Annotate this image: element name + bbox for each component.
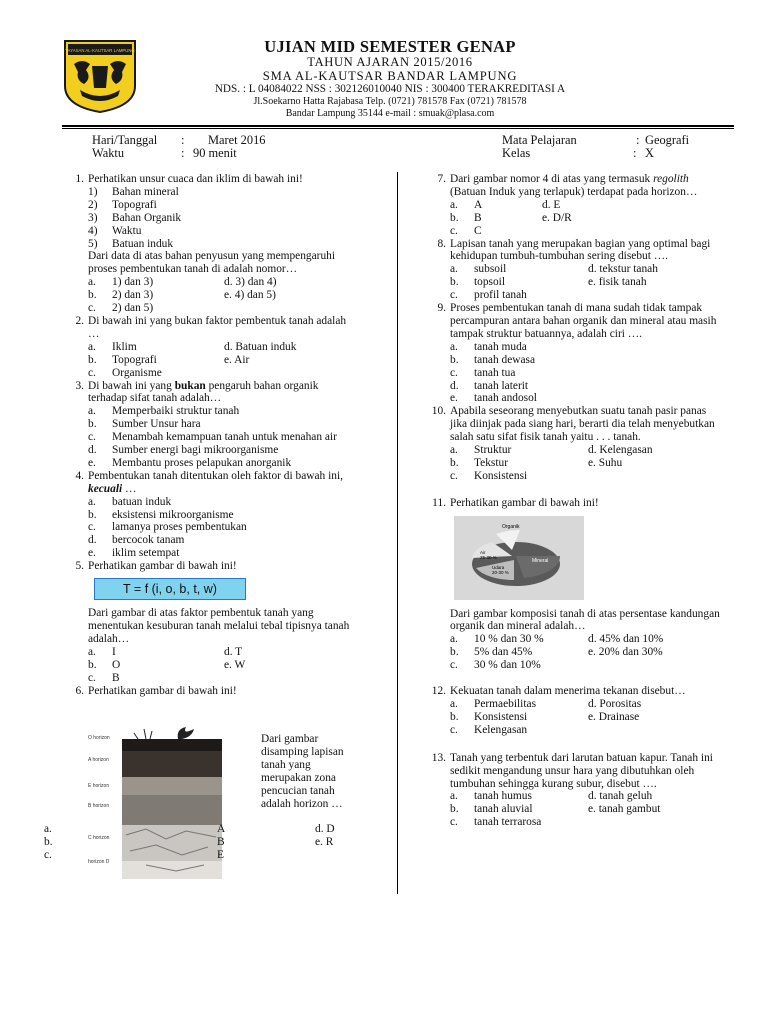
answer-option[interactable]: e. Membantu proses pelapukan anorganik xyxy=(88,456,292,469)
pie-label: Udara xyxy=(492,564,505,570)
answer-option[interactable]: a. 1) dan 3) d. 3) dan 4) xyxy=(88,276,277,289)
answer-option[interactable]: a. Permaebilitas d. Porositas xyxy=(450,698,642,710)
question-9: 9. Proses pembentukan tanah di mana sudah tidak tampak percampuran antara bahan organik dan mineral atau masih tampak struktur batuannya, adalah ciri …. a. tanah muda b. tanah dewasa c. tanah tua d. tanah laterit e. tanah andosol xyxy=(424,302,722,405)
answer-option[interactable]: a. batuan induk xyxy=(88,495,172,508)
left-column xyxy=(62,173,350,697)
answer-option[interactable]: a. Memperbaiki struktur tanah xyxy=(88,405,240,418)
answer-option[interactable]: b. B e. D/R xyxy=(450,211,572,224)
question-3: 3. Di bawah ini yang bukan pengaruh bahan organik terhadap sifat tanah adalah… a. Memperbaiki struktur tanah b. Sumber Unsur hara c. Menambah kemampuan tanah untuk menahan air d. Sumber energi bagi mikroorganisme e. Membantu proses pelapukan anorganik xyxy=(62,380,350,470)
answer-option[interactable]: E xyxy=(217,848,224,861)
question-13: 13. Tanah yang terbentuk dari larutan batuan kapur. Tanah ini sedikit mengandung unsur hara yang dibutuhkan oleh tumbuhan sehingga kurang subur, disebut …. a. tanah humus d. tanah geluh b. tanah aluvial e. tanah gambut c. tanah terrarosa xyxy=(424,752,722,829)
answer-option[interactable]: b. 2) dan 3) e. 4) dan 5) xyxy=(88,289,276,302)
horizon-label: horizon D xyxy=(88,859,110,865)
question-4: 4. Pembentukan tanah ditentukan oleh faktor di bawah ini, kecuali … a. batuan induk b. eksistensi mikroorganisme c. lamanya proses pembentukan d. bercocok tanam e. iklim setempat xyxy=(62,470,350,560)
answer-option[interactable]: a. tanah muda xyxy=(450,340,527,353)
answer-option[interactable]: d. Sumber energi bagi mikroorganisme xyxy=(88,444,279,457)
question-6: 6. Perhatikan gambar di bawah ini! xyxy=(62,685,350,698)
school-logo xyxy=(62,38,138,114)
question-7: 7. Dari gambar nomor 4 di atas yang termasuk regolith (Batuan Induk yang terlapuk) terdapat pada horizon… a. A d. E b. B e. D/R c. C xyxy=(424,173,722,238)
question-text: Perhatikan gambar di bawah ini! xyxy=(88,560,237,573)
soil-composition-pie xyxy=(454,516,584,600)
q6-left-letters: a. b. c. xyxy=(44,823,53,861)
answer-option[interactable]: c. tanah tua xyxy=(450,366,516,379)
answer-option[interactable]: b. Sumber Unsur hara xyxy=(88,418,201,431)
question-text: Pembentukan tanah ditentukan oleh faktor di bawah ini, kecuali … xyxy=(88,469,343,495)
answer-option[interactable]: c. lamanya proses pembentukan xyxy=(88,521,247,534)
question-text: Lapisan tanah yang merupakan bagian yang optimal bagi kehidupan tumbuh-tumbuhan sering disebut …. xyxy=(450,237,711,263)
pie-label: Organik xyxy=(502,523,520,530)
answer-option[interactable]: a. Iklim d. Batuan induk xyxy=(88,340,297,353)
subject-colon: : xyxy=(636,133,640,147)
answer-option[interactable]: b. Tekstur e. Suhu xyxy=(450,456,623,469)
answer-option[interactable]: d. tanah laterit xyxy=(450,379,529,392)
question-text: Proses pembentukan tanah di mana sudah tidak tampak percampuran antara bahan organik dan mineral atau masih tampak struktur batuannya, adalah ciri …. xyxy=(450,302,717,340)
day-colon: : xyxy=(181,133,185,147)
horizon-label: B horizon xyxy=(88,803,110,809)
class-label: Kelas xyxy=(502,146,531,160)
question-2: 2. Di bawah ini yang bukan faktor pembentuk tanah adalah … a. Iklim d. Batuan induk b. Topografi e. Air c. Organisme xyxy=(62,315,350,380)
answer-option[interactable]: b. eksistensi mikroorganisme xyxy=(88,508,234,521)
answer-option[interactable]: c. C xyxy=(450,224,482,237)
answer-option[interactable]: b. 5% dan 45% e. 20% dan 30% xyxy=(450,646,663,659)
question-text: Perhatikan gambar di bawah ini! xyxy=(450,496,599,509)
question-8: 8. Lapisan tanah yang merupakan bagian yang optimal bagi kehidupan tumbuh-tumbuhan sering disebut …. a. subsoil d. tekstur tanah b. topsoil e. fisik tanah c. profil tanah xyxy=(424,238,722,303)
answer-option[interactable]: a. I d. T xyxy=(88,645,243,658)
academic-year: TAHUN AJARAN 2015/2016 xyxy=(307,55,473,69)
answer-option[interactable]: B e. R xyxy=(217,835,334,848)
time-value: 90 menit xyxy=(193,146,237,160)
header-divider xyxy=(62,125,734,127)
question-text: Di bawah ini yang bukan pengaruh bahan organik terhadap sifat tanah adalah… xyxy=(88,379,319,405)
answer-option[interactable]: c. 30 % dan 10% xyxy=(450,659,541,672)
answer-option[interactable]: c. Kelengasan xyxy=(450,723,528,736)
school-ids: NDS. : L 04084022 NSS : 302126010040 NIS : 300400 TERAKREDITASI A xyxy=(214,83,566,95)
day-label: Hari/Tanggal xyxy=(92,133,158,147)
answer-option[interactable]: e. iklim setempat xyxy=(88,547,180,560)
subject-label: Mata Pelajaran xyxy=(502,133,577,147)
exam-title: UJIAN MID SEMESTER GENAP xyxy=(264,37,516,56)
answer-option[interactable]: b. tanah dewasa xyxy=(450,353,536,366)
day-value: Maret 2016 xyxy=(208,133,266,147)
pie-label: Air xyxy=(480,549,486,555)
answer-option[interactable]: c. tanah terrarosa xyxy=(450,816,542,829)
school-name: SMA AL-KAUTSAR BANDAR LAMPUNG xyxy=(262,69,518,83)
answer-option[interactable]: c. profil tanah xyxy=(450,289,527,302)
question-11: 11. Perhatikan gambar di bawah ini! Organik Air 25-30 % Udara 20-30 % Mineral Dari gambar komposisi tanah di atas persentase kandungan organik dan mineral adalah… a. 10 % dan 30 % d. 45% dan 10% b. 5% dan 45% e. 20% dan 30% c. 30 % dan 10% xyxy=(424,497,722,672)
school-address: Jl.Soekarno Hatta Rajabasa Telp. (0721) 781578 Fax (0721) 781578 xyxy=(253,96,527,107)
question-text: Dari data di atas bahan penyusun yang mempengaruhi proses pembentukan tanah di adalah nomor… xyxy=(88,250,336,276)
answer-option[interactable]: b. Topografi e. Air xyxy=(88,353,250,366)
pie-label: Mineral xyxy=(532,557,549,564)
answer-option[interactable]: a. A d. E xyxy=(450,198,561,211)
time-label: Waktu xyxy=(92,146,125,160)
header-divider-thin xyxy=(62,128,734,129)
question-text: Dari gambar di atas faktor pembentuk tanah yang menentukan kesuburan tanah melalui tebal tipisnya tanah adalah… xyxy=(88,607,350,645)
class-colon: : xyxy=(633,146,637,160)
horizon-label: E horizon xyxy=(88,783,110,789)
answer-option[interactable]: a. 10 % dan 30 % d. 45% dan 10% xyxy=(450,633,664,646)
question-text: Dari gambar komposisi tanah di atas persentase kandungan organik dan mineral adalah… xyxy=(450,607,720,633)
formula-box: T = f (i, o, b, t, w) xyxy=(94,578,246,600)
right-column xyxy=(424,173,722,829)
question-text: Apabila seseorang menyebutkan suatu tanah pasir panas jika diinjak pada siang hari, berarti dia telah menyebutkan salah satu sifat fisik tanah yaitu . . . tanah. xyxy=(450,405,715,444)
school-email: Bandar Lampung 35144 e-mail : smuak@plasa.com xyxy=(285,108,495,119)
question-1: 1. Perhatikan unsur cuaca dan iklim di bawah ini! 1) Bahan mineral 2) Topografi 3) Bahan Organik 4) Waktu 5) Batuan induk Dari data di atas bahan penyusun yang mempengaruhi proses pembentukan tanah di adalah nomor… a. 1) dan 3) d. 3) dan 4) b. 2) dan 3) e. 4) dan 5) c. 2) dan 5) xyxy=(62,173,350,315)
answer-option[interactable]: b. topsoil e. fisik tanah xyxy=(450,276,647,289)
class-value: X xyxy=(645,146,654,160)
answer-option[interactable]: b. tanah aluvial e. tanah gambut xyxy=(450,803,661,816)
pie-label: 20-30 % xyxy=(492,569,509,575)
answer-option[interactable]: a. tanah humus d. tanah geluh xyxy=(450,790,653,803)
answer-option[interactable]: A d. D xyxy=(217,823,335,835)
answer-option[interactable]: a. Struktur d. Kelengasan xyxy=(450,444,653,457)
answer-option[interactable]: d. bercocok tanam xyxy=(88,534,185,547)
answer-option[interactable]: c. 2) dan 5) xyxy=(88,302,154,315)
answer-option[interactable]: b. Konsistensi e. Drainase xyxy=(450,710,640,723)
answer-option[interactable]: c. Menambah kemampuan tanah untuk menahan air xyxy=(88,431,337,444)
question-text: Kekuatan tanah dalam menerima tekanan disebut… xyxy=(450,685,686,698)
answer-option[interactable]: c. Organisme xyxy=(88,366,162,379)
question-text: Tanah yang terbentuk dari larutan batuan kapur. Tanah ini sedikit mengandung unsur hara yang dibutuhkan oleh tumbuhan sehingga kurang subur, disebut …. xyxy=(450,751,713,790)
answer-option[interactable]: c. Konsistensi xyxy=(450,469,528,482)
question-text: Dari gambar nomor 4 di atas yang termasuk regolith (Batuan Induk yang terlapuk) terdapat pada horizon… xyxy=(450,173,698,198)
column-divider xyxy=(397,172,398,894)
question-10: 10. Apabila seseorang menyebutkan suatu tanah pasir panas jika diinjak pada siang hari, berarti dia telah menyebutkan salah satu sifat fisik tanah yaitu . . . tanah. a. Struktur d. Kelengasan b. Tekstur e. Suhu c. Konsistensi xyxy=(424,405,722,482)
time-colon: : xyxy=(181,146,185,160)
pie-label: 25-30 % xyxy=(480,554,497,560)
answer-option[interactable]: c. B xyxy=(88,671,120,684)
question-text: Di bawah ini yang bukan faktor pembentuk tanah adalah … xyxy=(88,314,347,340)
q6-options xyxy=(217,823,335,862)
logo-text: YAYASAN AL-KAUTSAR LAMPUNG xyxy=(65,48,135,53)
q6-side-text: Dari gambar disamping lapisan tanah yang merupakan zona pencucian tanah adalah horizon … xyxy=(261,733,344,810)
horizon-label: A horizon xyxy=(88,757,109,763)
answer-option[interactable]: e. tanah andosol xyxy=(450,392,537,405)
question-5: 5. Perhatikan gambar di bawah ini! T = f (i, o, b, t, w) Dari gambar di atas faktor pembentuk tanah yang menentukan kesuburan tanah melalui tebal tipisnya tanah adalah… a. I d. T b. O e. W c. B xyxy=(75,560,350,684)
question-text: Perhatikan gambar di bawah ini! xyxy=(88,684,237,697)
question-12: 12. Kekuatan tanah dalam menerima tekanan disebut… a. Permaebilitas d. Porositas b. Konsistensi e. Drainase c. Kelengasan xyxy=(424,685,722,737)
question-text: Perhatikan unsur cuaca dan iklim di bawah ini! xyxy=(88,173,303,185)
horizon-label: O horizon xyxy=(88,735,110,741)
horizon-label: C horizon xyxy=(88,835,110,841)
answer-option[interactable]: b. O e. W xyxy=(88,658,246,671)
subject-value: Geografi xyxy=(645,133,690,147)
answer-option[interactable]: a. subsoil d. tekstur tanah xyxy=(450,263,658,276)
